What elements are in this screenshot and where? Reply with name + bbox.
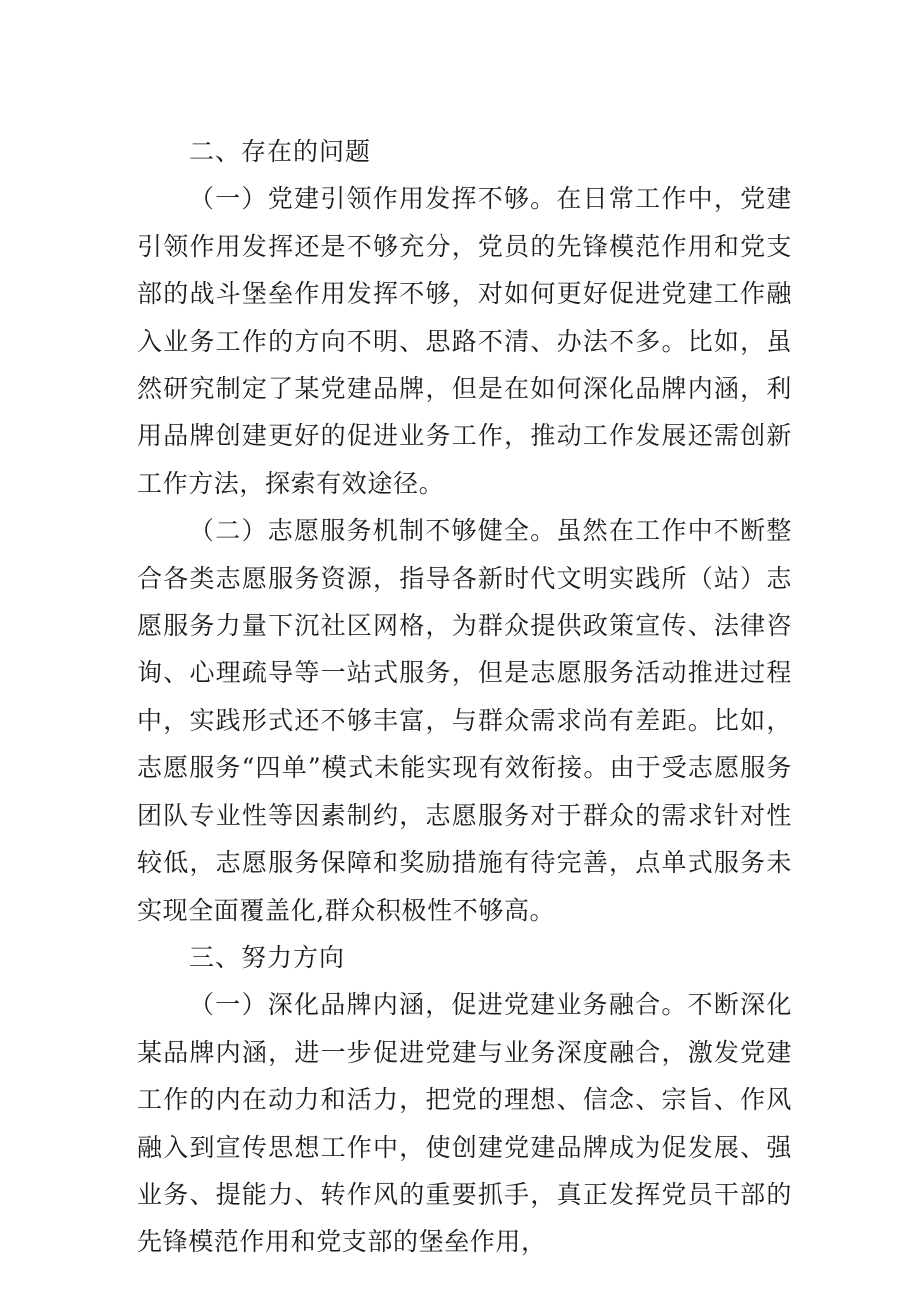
section-heading-direction: 三、努力方向 — [189, 942, 346, 972]
paragraph-brand-connotation: （一）深化品牌内涵，促进党建业务融合。不断深化某品牌内涵，进一步促进党建与业务深度融合，激发党建工作的内在动力和活力，把党的理想、信念、宗旨、作风融入到宣传思想工作中，使创建党建品牌成为促发展、强业务、提能力、转作风的重要抓手，真正发挥党员干部的先锋模范作用和党支部的堡垒作用， — [137, 990, 792, 1257]
document-body — [137, 128, 792, 1266]
paragraph-volunteer-service: （二）志愿服务机制不够健全。虽然在工作中不断整合各类志愿服务资源，指导各新时代文明实践所（站）志愿服务力量下沉社区网格，为群众提供政策宣传、法律咨询、心理疏导等一站式服务，但是志愿服务活动推进过程中，实践形式还不够丰富，与群众需求尚有差距。比如，志愿服务“四单”模式未能实现有效衔接。由于受志愿服务团队专业性等因素制约，志愿服务对于群众的需求针对性较低，志愿服务保障和奖励措施有待完善，点单式服务未实现全面覆盖化,群众积极性不够高。 — [137, 516, 792, 925]
paragraph-party-leadership: （一）党建引领作用发挥不够。在日常工作中，党建引领作用发挥还是不够充分，党员的先锋模范作用和党支部的战斗堡垒作用发挥不够，对如何更好促进党建工作融入业务工作的方向不明、思路不清、办法不多。比如，虽然研究制定了某党建品牌，但是在如何深化品牌内涵，利用品牌创建更好的促进业务工作，推动工作发展还需创新工作方法，探索有效途径。 — [137, 184, 792, 498]
section-heading-problems: 二、存在的问题 — [189, 137, 372, 166]
